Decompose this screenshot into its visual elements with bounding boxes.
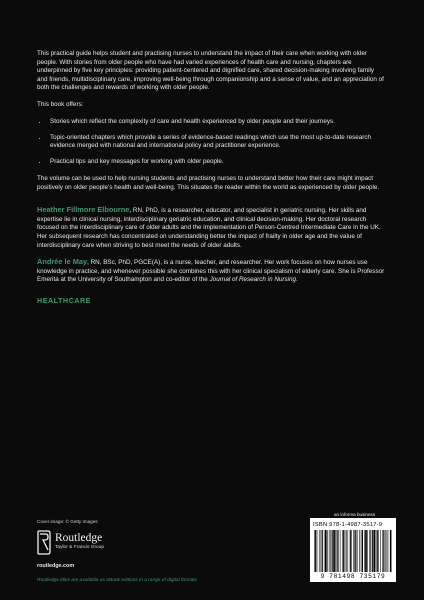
volume-paragraph: The volume can be used to help nursing students and practising nurses to understand better how their care might impact positively on older people’s health and well-being. This situates the reader within the world as experienced by older people. — [37, 174, 380, 191]
offers-heading: This book offers: — [37, 100, 84, 108]
barcode-number: 9 781498 735179 — [320, 573, 386, 580]
intro-paragraph: This practical guide helps student and practising nurses to understand the impact of their care when working with older people. With stories from older people who have had varied experiences of health care and nursing, chapters are underpinned by five key principles: providing patient-centered and dignified care, shared decision-making involving family and friends, multidisciplinary care, improving well-being through companionship and a sense of value, and an appreciation of both the challenges and rewards of working with older people. — [37, 50, 384, 92]
informa-tagline: an informa business — [334, 512, 376, 517]
author1-text: , RN, PhD, is a researcher, educator, and specialist in geriatric nursing. Her skills and expertise lie in clinical nursing, interdisciplinary geriatric education, and clinical decision-making. Her doctoral research focused on the interdisciplinary care of older adults and the implementation of Person-Centred Intermediate Care in the UK. Her subsequent research has concentrated on understanding better the impact of frailty in older age and the value of interdisciplinary care when striving to best meet the needs of older adults. — [37, 207, 381, 249]
publisher-group: Taylor & Francis Group — [55, 545, 105, 550]
publisher-name: Routledge — [55, 532, 103, 544]
author2-text: , RN, BSc, PhD, PGCE(A), is a nurse, teacher, and researcher. Her work focuses on how nurses use knowledge in practice, and whenever possible she combines this with her clinical specialism of elderly care. She is Professor Emerita at the University of Southampton and co-editor of the — [37, 259, 385, 284]
publisher — [55, 532, 104, 550]
offers-list — [37, 118, 385, 167]
publisher-website: routledge.com — [37, 563, 75, 569]
author1-name: Heather Fillmore Elbourne — [37, 205, 130, 215]
routledge-logo-icon — [37, 530, 51, 555]
offer-item: • Stories which reflect the complexity of care and health experienced by older people and their journeys. — [48, 118, 385, 127]
offer-item: • Practical tips and key messages for working with older people. — [48, 158, 385, 167]
author2-name: Andrée le May — [37, 257, 88, 267]
author2-end: . — [296, 276, 298, 284]
barcode-icon — [314, 530, 392, 574]
journal-title: Journal of Research in Nursing — [209, 276, 297, 284]
barcode-panel — [310, 518, 396, 582]
isbn-text: ISBN 978-1-4987-3517-9 — [313, 522, 383, 528]
offer-item: • Topic-oriented chapters which provide a series of evidence-based readings which use the most up-to-date research evidence merged with national and international policy and practitioner experience. — [48, 134, 385, 151]
author2-bio — [37, 258, 385, 285]
category-label: HEALTHCARE — [37, 295, 91, 305]
blurb — [37, 50, 385, 305]
cover-credit: Cover image: © Getty Images — [37, 519, 98, 524]
author1-bio — [37, 206, 385, 250]
ebook-note: Routledge titles are available as eBook editions in a range of digital formats — [37, 578, 197, 583]
